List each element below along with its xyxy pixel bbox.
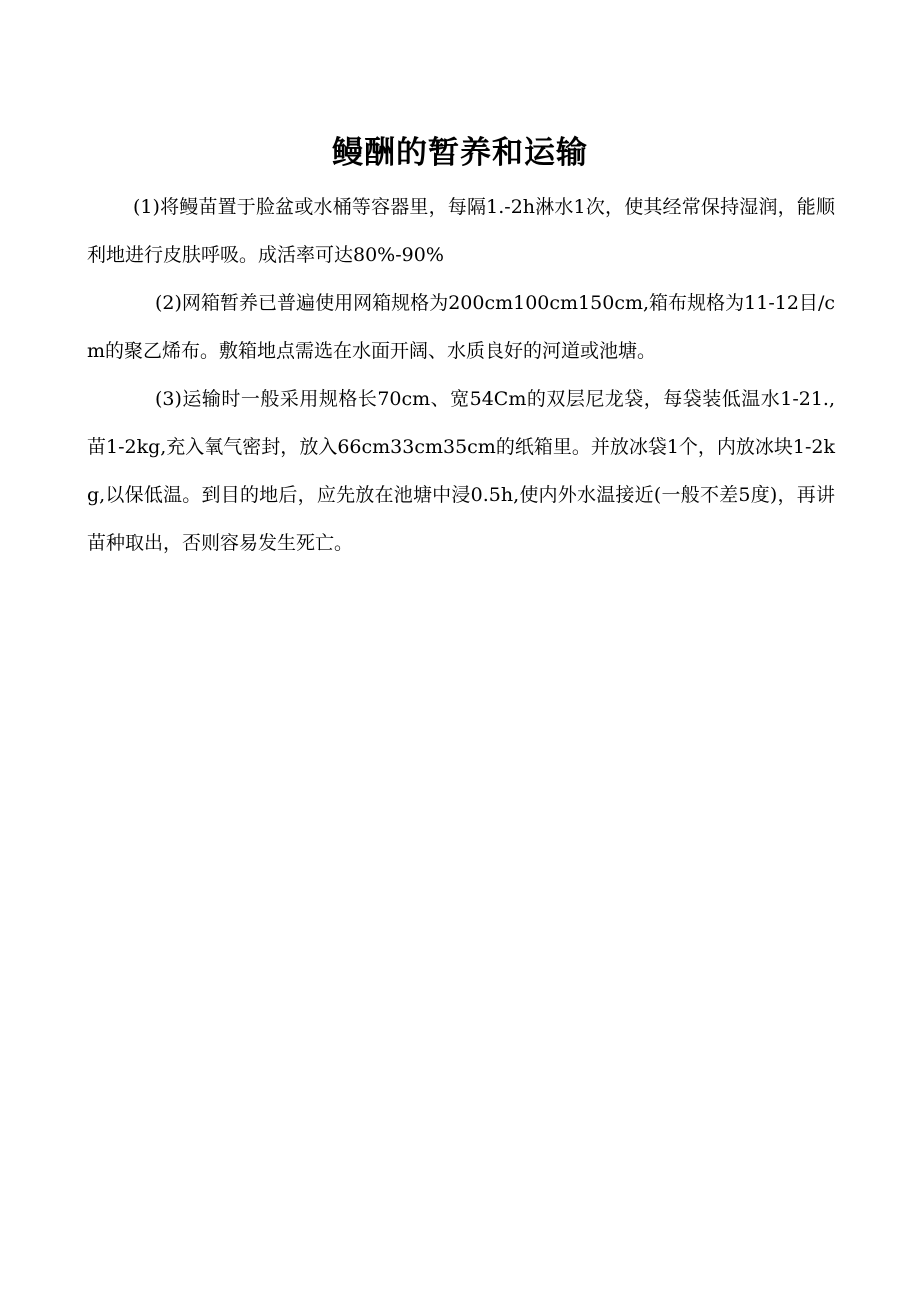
paragraph-3: (3)运输时一般采用规格长70cm、宽54Cm的双层尼龙袋，每袋装低温水1-21.,苗1-2kg,充入氧气密封，放入66cm33cm35cm的纸箱里。并放冰袋1个，内放冰块1-2kg,以保低温。到目的地后，应先放在池塘中浸0.5h,使内外水温接近(一般不差5度)，再讲苗种取出，否则容易发生死亡。: [87, 388, 836, 554]
paragraph-2: (2)网箱暂养已普遍使用网箱规格为200cm100cm150cm,箱布规格为11-12目/cm的聚乙烯布。敷箱地点需选在水面开阔、水质良好的河道或池塘。: [87, 292, 835, 362]
paragraph-1: (1)将鳗苗置于脸盆或水桶等容器里，每隔1.-2h淋水1次，使其经常保持湿润，能顺利地进行皮肤呼吸。成活率可达80%-90%: [87, 196, 835, 266]
document-title: 鳗酬的暂养和运输: [332, 135, 588, 171]
